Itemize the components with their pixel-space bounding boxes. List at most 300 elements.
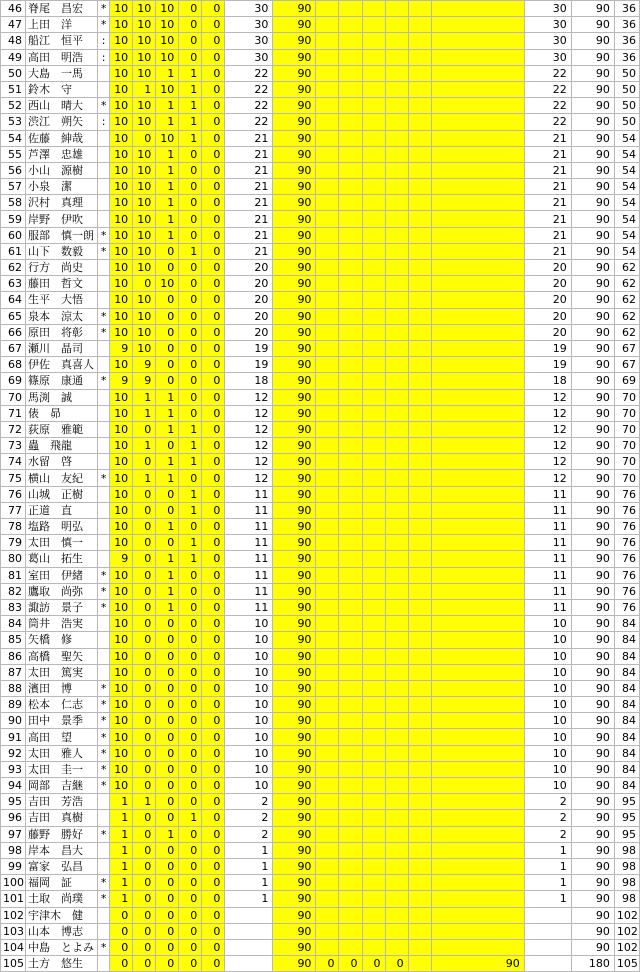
grand-total-cell: 90: [571, 260, 614, 276]
total-cell: 90: [273, 858, 316, 874]
mark-cell: *: [98, 761, 110, 777]
score-cell: 10: [133, 195, 156, 211]
score-cell: 0: [202, 276, 225, 292]
extra-score-cell: [385, 551, 408, 567]
extra-score-cell: [408, 49, 431, 65]
extra-score-cell: [362, 778, 385, 794]
subtotal-cell: 11: [225, 502, 273, 518]
subtotal-cell: 18: [225, 373, 273, 389]
mark-cell: [98, 648, 110, 664]
score-cell: 10: [110, 146, 133, 162]
group-rank-cell: 84: [614, 648, 639, 664]
mark-cell: [98, 956, 110, 972]
score-cell: 10: [110, 454, 133, 470]
subtotal-cell: [225, 939, 273, 955]
extra-score-cell: [362, 357, 385, 373]
extra-total-cell: [431, 842, 524, 858]
subtotal-cell: 12: [225, 454, 273, 470]
extra-score-cell: [385, 939, 408, 955]
score-cell: 0: [202, 842, 225, 858]
extra-score-cell: [385, 98, 408, 114]
extra-total-cell: [431, 923, 524, 939]
extra-score-cell: [408, 810, 431, 826]
name-cell: 馬渕 誠: [26, 389, 98, 405]
grand-total-cell: 90: [571, 599, 614, 615]
extra-score-cell: [339, 713, 362, 729]
name-cell: 岸野 伊吹: [26, 211, 98, 227]
table-row: [1, 130, 640, 146]
final-cell: 10: [524, 697, 571, 713]
rank-cell: 50: [1, 65, 26, 81]
score-cell: 1: [156, 405, 179, 421]
table-row: [1, 162, 640, 178]
name-cell: 芦澤 忠雄: [26, 146, 98, 162]
extra-score-cell: [408, 470, 431, 486]
subtotal-cell: 11: [225, 535, 273, 551]
score-cell: 1: [110, 858, 133, 874]
extra-score-cell: [362, 276, 385, 292]
mark-cell: [98, 454, 110, 470]
group-rank-cell: 62: [614, 324, 639, 340]
final-cell: 10: [524, 729, 571, 745]
score-cell: 0: [156, 502, 179, 518]
extra-total-cell: [431, 179, 524, 195]
extra-total-cell: [431, 421, 524, 437]
extra-score-cell: [316, 227, 339, 243]
grand-total-cell: 90: [571, 292, 614, 308]
table-row: [1, 81, 640, 97]
rank-cell: 73: [1, 438, 26, 454]
table-row: [1, 1, 640, 17]
rank-cell: 90: [1, 713, 26, 729]
score-cell: 0: [202, 502, 225, 518]
extra-total-cell: [431, 340, 524, 356]
score-cell: 0: [156, 956, 179, 972]
table-row: [1, 470, 640, 486]
extra-score-cell: [339, 276, 362, 292]
name-cell: 室田 伊緒: [26, 567, 98, 583]
score-cell: 10: [110, 308, 133, 324]
score-cell: 1: [179, 65, 202, 81]
group-rank-cell: 76: [614, 551, 639, 567]
score-cell: 0: [179, 405, 202, 421]
name-cell: 田中 景季: [26, 713, 98, 729]
score-cell: 10: [110, 389, 133, 405]
score-cell: 0: [133, 778, 156, 794]
mark-cell: *: [98, 227, 110, 243]
score-cell: 10: [110, 502, 133, 518]
score-cell: 0: [202, 389, 225, 405]
extra-score-cell: [339, 179, 362, 195]
group-rank-cell: 54: [614, 227, 639, 243]
score-cell: 10: [156, 130, 179, 146]
extra-total-cell: [431, 357, 524, 373]
final-cell: 10: [524, 761, 571, 777]
total-cell: 90: [273, 502, 316, 518]
extra-score-cell: [339, 373, 362, 389]
score-cell: 0: [202, 324, 225, 340]
score-cell: 1: [156, 519, 179, 535]
rank-cell: 58: [1, 195, 26, 211]
mark-cell: *: [98, 697, 110, 713]
mark-cell: [98, 858, 110, 874]
score-cell: 10: [110, 486, 133, 502]
score-cell: 0: [133, 421, 156, 437]
extra-score-cell: [316, 65, 339, 81]
score-cell: 0: [202, 373, 225, 389]
extra-score-cell: [339, 907, 362, 923]
extra-score-cell: [408, 81, 431, 97]
score-cell: 0: [156, 373, 179, 389]
name-cell: 小泉 潔: [26, 179, 98, 195]
mark-cell: [98, 179, 110, 195]
score-cell: 0: [202, 486, 225, 502]
total-cell: 90: [273, 65, 316, 81]
extra-score-cell: [362, 486, 385, 502]
extra-score-cell: [362, 794, 385, 810]
rank-cell: 96: [1, 810, 26, 826]
rank-cell: 80: [1, 551, 26, 567]
score-cell: 0: [179, 324, 202, 340]
score-cell: 0: [179, 875, 202, 891]
mark-cell: [98, 794, 110, 810]
score-cell: 10: [156, 49, 179, 65]
extra-score-cell: [385, 486, 408, 502]
rank-cell: 103: [1, 923, 26, 939]
extra-score-cell: [385, 567, 408, 583]
extra-score-cell: [339, 745, 362, 761]
table-row: [1, 405, 640, 421]
score-cell: 0: [202, 956, 225, 972]
extra-total-cell: [431, 470, 524, 486]
score-cell: 0: [156, 680, 179, 696]
subtotal-cell: [225, 923, 273, 939]
extra-score-cell: 0: [362, 956, 385, 972]
extra-score-cell: [385, 648, 408, 664]
extra-score-cell: [385, 697, 408, 713]
group-rank-cell: 36: [614, 49, 639, 65]
grand-total-cell: 90: [571, 648, 614, 664]
score-cell: 1: [156, 421, 179, 437]
score-cell: 0: [202, 551, 225, 567]
final-cell: 20: [524, 292, 571, 308]
score-cell: 1: [156, 179, 179, 195]
extra-score-cell: [385, 470, 408, 486]
extra-score-cell: [385, 308, 408, 324]
extra-total-cell: [431, 211, 524, 227]
total-cell: 90: [273, 454, 316, 470]
grand-total-cell: 90: [571, 146, 614, 162]
score-cell: 0: [202, 260, 225, 276]
extra-score-cell: [339, 227, 362, 243]
score-cell: 0: [179, 826, 202, 842]
final-cell: 19: [524, 340, 571, 356]
score-cell: 0: [202, 713, 225, 729]
subtotal-cell: [225, 956, 273, 972]
mark-cell: *: [98, 583, 110, 599]
extra-score-cell: [316, 179, 339, 195]
score-cell: 0: [179, 567, 202, 583]
table-row: [1, 243, 640, 259]
extra-total-cell: [431, 292, 524, 308]
score-cell: 0: [179, 340, 202, 356]
extra-score-cell: [316, 567, 339, 583]
mark-cell: [98, 632, 110, 648]
score-cell: 0: [156, 697, 179, 713]
extra-score-cell: [408, 502, 431, 518]
table-row: [1, 227, 640, 243]
extra-score-cell: [339, 211, 362, 227]
extra-score-cell: [316, 697, 339, 713]
subtotal-cell: 20: [225, 324, 273, 340]
mark-cell: *: [98, 745, 110, 761]
score-cell: 0: [202, 130, 225, 146]
mark-cell: *: [98, 778, 110, 794]
group-rank-cell: 50: [614, 98, 639, 114]
extra-total-cell: [431, 907, 524, 923]
name-cell: 松本 仁志: [26, 697, 98, 713]
extra-score-cell: [339, 551, 362, 567]
score-cell: 10: [110, 260, 133, 276]
table-row: [1, 875, 640, 891]
extra-score-cell: [362, 1, 385, 17]
score-cell: 0: [110, 923, 133, 939]
extra-score-cell: [408, 195, 431, 211]
extra-score-cell: [339, 519, 362, 535]
extra-score-cell: [339, 33, 362, 49]
group-rank-cell: 54: [614, 243, 639, 259]
total-cell: 90: [273, 599, 316, 615]
extra-score-cell: [316, 260, 339, 276]
group-rank-cell: 102: [614, 923, 639, 939]
grand-total-cell: 90: [571, 664, 614, 680]
table-row: [1, 713, 640, 729]
score-cell: 0: [156, 340, 179, 356]
score-cell: 10: [110, 130, 133, 146]
score-cell: 0: [179, 373, 202, 389]
extra-score-cell: [316, 389, 339, 405]
score-cell: 10: [110, 778, 133, 794]
extra-score-cell: [316, 680, 339, 696]
extra-score-cell: [408, 875, 431, 891]
final-cell: 12: [524, 438, 571, 454]
extra-total-cell: [431, 519, 524, 535]
extra-score-cell: [339, 486, 362, 502]
extra-total-cell: [431, 745, 524, 761]
score-cell: 10: [133, 146, 156, 162]
extra-score-cell: [316, 907, 339, 923]
extra-total-cell: [431, 1, 524, 17]
grand-total-cell: 90: [571, 907, 614, 923]
table-row: [1, 114, 640, 130]
final-cell: 12: [524, 421, 571, 437]
extra-score-cell: [408, 956, 431, 972]
extra-total-cell: [431, 729, 524, 745]
extra-total-cell: [431, 778, 524, 794]
total-cell: 90: [273, 551, 316, 567]
table-row: [1, 535, 640, 551]
extra-score-cell: [408, 33, 431, 49]
subtotal-cell: 21: [225, 195, 273, 211]
extra-score-cell: [385, 502, 408, 518]
score-cell: 0: [202, 421, 225, 437]
score-cell: 0: [179, 778, 202, 794]
table-row: [1, 810, 640, 826]
name-cell: 水留 啓: [26, 454, 98, 470]
extra-score-cell: [362, 502, 385, 518]
extra-score-cell: [316, 81, 339, 97]
extra-score-cell: [316, 324, 339, 340]
extra-score-cell: [316, 794, 339, 810]
name-cell: 俵 昴: [26, 405, 98, 421]
mark-cell: [98, 421, 110, 437]
score-cell: 0: [179, 616, 202, 632]
extra-score-cell: [316, 761, 339, 777]
name-cell: 福岡 証: [26, 875, 98, 891]
score-cell: 0: [202, 697, 225, 713]
score-cell: 1: [156, 470, 179, 486]
total-cell: 90: [273, 842, 316, 858]
score-cell: 0: [202, 923, 225, 939]
rank-cell: 68: [1, 357, 26, 373]
score-cell: 1: [179, 502, 202, 518]
extra-score-cell: [339, 648, 362, 664]
final-cell: 22: [524, 114, 571, 130]
total-cell: 90: [273, 907, 316, 923]
name-cell: 佐藤 紳哉: [26, 130, 98, 146]
name-cell: 塩路 明弘: [26, 519, 98, 535]
extra-total-cell: [431, 826, 524, 842]
rank-cell: 67: [1, 340, 26, 356]
mark-cell: [98, 438, 110, 454]
total-cell: 90: [273, 761, 316, 777]
score-cell: 0: [133, 583, 156, 599]
group-rank-cell: 67: [614, 357, 639, 373]
score-cell: 0: [179, 956, 202, 972]
score-cell: 10: [110, 162, 133, 178]
rank-cell: 59: [1, 211, 26, 227]
score-cell: 0: [156, 308, 179, 324]
extra-score-cell: [316, 939, 339, 955]
extra-score-cell: [408, 340, 431, 356]
extra-score-cell: [339, 146, 362, 162]
group-rank-cell: 84: [614, 761, 639, 777]
score-cell: 10: [133, 162, 156, 178]
extra-score-cell: [339, 405, 362, 421]
score-cell: 1: [110, 810, 133, 826]
subtotal-cell: 2: [225, 810, 273, 826]
grand-total-cell: 90: [571, 49, 614, 65]
final-cell: [524, 939, 571, 955]
score-cell: 10: [133, 98, 156, 114]
extra-score-cell: [362, 33, 385, 49]
score-cell: 0: [133, 502, 156, 518]
extra-score-cell: [339, 49, 362, 65]
final-cell: 1: [524, 875, 571, 891]
score-cell: 0: [202, 179, 225, 195]
extra-score-cell: [316, 599, 339, 615]
extra-total-cell: [431, 713, 524, 729]
mark-cell: :: [98, 114, 110, 130]
table-row: [1, 195, 640, 211]
total-cell: 90: [273, 939, 316, 955]
name-cell: 荻原 雅範: [26, 421, 98, 437]
score-cell: 0: [202, 146, 225, 162]
grand-total-cell: 90: [571, 939, 614, 955]
extra-score-cell: [408, 389, 431, 405]
score-cell: 10: [133, 308, 156, 324]
score-cell: 0: [110, 939, 133, 955]
table-row: [1, 179, 640, 195]
group-rank-cell: 54: [614, 130, 639, 146]
rank-cell: 104: [1, 939, 26, 955]
score-cell: 0: [133, 454, 156, 470]
score-cell: 0: [202, 648, 225, 664]
score-cell: 1: [133, 405, 156, 421]
mark-cell: *: [98, 680, 110, 696]
mark-cell: *: [98, 875, 110, 891]
name-cell: 太田 篤実: [26, 664, 98, 680]
name-cell: 諏訪 景子: [26, 599, 98, 615]
table-row: [1, 373, 640, 389]
score-cell: 9: [110, 340, 133, 356]
total-cell: 90: [273, 114, 316, 130]
extra-total-cell: [431, 486, 524, 502]
grand-total-cell: 90: [571, 697, 614, 713]
extra-score-cell: [316, 842, 339, 858]
grand-total-cell: 90: [571, 761, 614, 777]
rank-cell: 81: [1, 567, 26, 583]
mark-cell: [98, 276, 110, 292]
final-cell: 10: [524, 632, 571, 648]
grand-total-cell: 90: [571, 470, 614, 486]
score-cell: 0: [133, 891, 156, 907]
grand-total-cell: 90: [571, 616, 614, 632]
mark-cell: [98, 211, 110, 227]
final-cell: 22: [524, 98, 571, 114]
extra-score-cell: [385, 195, 408, 211]
extra-total-cell: [431, 308, 524, 324]
score-cell: 0: [202, 162, 225, 178]
score-cell: 10: [133, 1, 156, 17]
rank-cell: 64: [1, 292, 26, 308]
extra-score-cell: [385, 599, 408, 615]
table-row: [1, 324, 640, 340]
score-cell: 0: [179, 891, 202, 907]
subtotal-cell: 11: [225, 519, 273, 535]
extra-score-cell: [316, 648, 339, 664]
grand-total-cell: 90: [571, 923, 614, 939]
score-cell: 0: [202, 616, 225, 632]
grand-total-cell: 90: [571, 389, 614, 405]
final-cell: 12: [524, 405, 571, 421]
extra-score-cell: [316, 33, 339, 49]
extra-score-cell: [339, 1, 362, 17]
extra-score-cell: [385, 616, 408, 632]
extra-score-cell: [385, 438, 408, 454]
score-cell: 0: [202, 357, 225, 373]
total-cell: 90: [273, 195, 316, 211]
extra-score-cell: [362, 567, 385, 583]
score-cell: 0: [156, 243, 179, 259]
subtotal-cell: 10: [225, 616, 273, 632]
table-row: [1, 664, 640, 680]
mark-cell: [98, 146, 110, 162]
score-cell: 10: [133, 260, 156, 276]
table-row: [1, 146, 640, 162]
extra-total-cell: [431, 389, 524, 405]
extra-score-cell: [316, 308, 339, 324]
